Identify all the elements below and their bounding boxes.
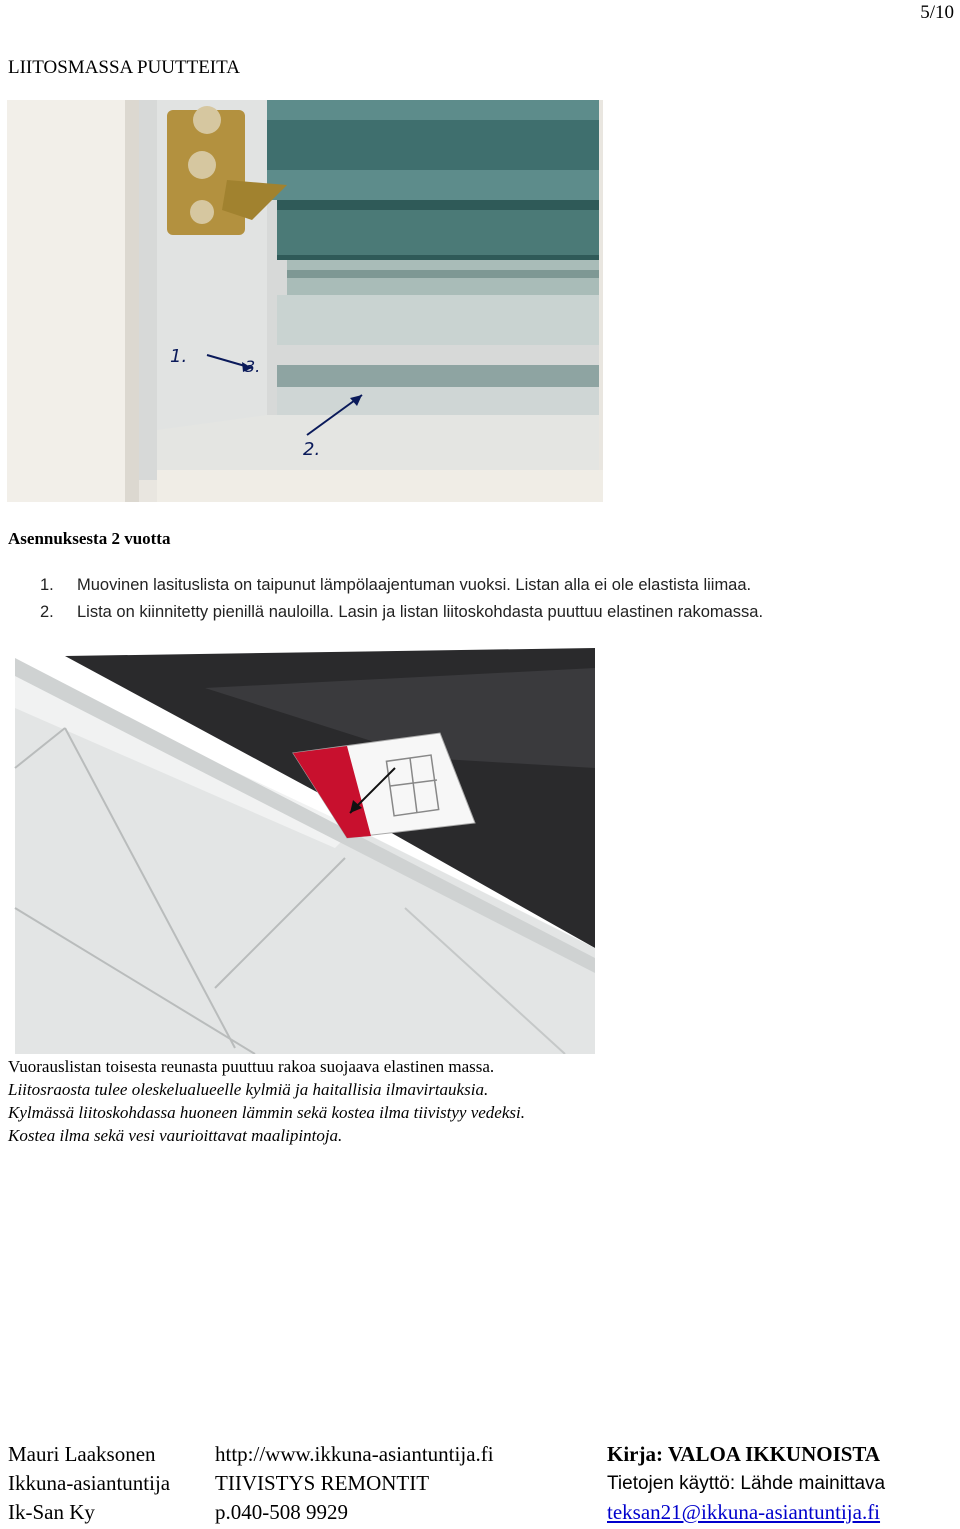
footer-service: TIIVISTYS REMONTIT (215, 1471, 430, 1495)
list-item: 2. Lista on kiinnitetty pienillä nauloilla. Lasin ja listan liitoskohdasta puuttuu elastinen rakomassa. (40, 603, 764, 621)
document-title: LIITOSMASSA PUUTTEITA (8, 57, 240, 78)
page-number: 5/10 (920, 2, 954, 23)
footer-contact (215, 1440, 494, 1527)
footer-role: Ikkuna-asiantuntija (8, 1471, 171, 1495)
footer-website[interactable]: http://www.ikkuna-asiantuntija.fi (215, 1442, 494, 1466)
footer-name: Mauri Laaksonen (8, 1442, 156, 1466)
caption-line: Liitosraosta tulee oleskelualueelle kylmiä ja haitallisia ilmavirtauksia. (8, 1080, 489, 1099)
caption-line: Vuorauslistan toisesta reunasta puuttuu rakoa suojaava elastinen massa. (8, 1057, 495, 1076)
footer-email-link[interactable]: teksan21@ikkuna-asiantuntija.fi (607, 1500, 881, 1524)
photo-window-corner (7, 100, 603, 502)
findings-list (40, 572, 763, 626)
caption-line: Kostea ilma sekä vesi vaurioittavat maalipintoja. (8, 1126, 343, 1145)
photo1-label-1: 1. (170, 346, 188, 367)
subheading: Asennuksesta 2 vuotta (8, 529, 171, 548)
footer-usage-note: Tietojen käyttö: Lähde mainittava (607, 1473, 886, 1494)
list-item: 1. Muovinen lasituslista on taipunut lämpölaajentuman vuoksi. Listan alla ei ole elastista liimaa. (40, 576, 752, 594)
photo1-label-3: 3. (245, 357, 261, 376)
footer-book-title: Kirja: VALOA IKKUNOISTA (607, 1442, 881, 1466)
footer-book (607, 1440, 885, 1527)
footer-company: Ik-San Ky (8, 1500, 95, 1524)
footer-phone: p.040-508 9929 (215, 1500, 348, 1524)
caption-line: Kylmässä liitoskohdassa huoneen lämmin sekä kostea ilma tiivistyy vedeksi. (8, 1103, 525, 1122)
footer-author (8, 1440, 170, 1527)
photo-caption (8, 1055, 525, 1147)
photo1-label-2: 2. (303, 439, 321, 460)
photo-sill-card (5, 648, 595, 1054)
